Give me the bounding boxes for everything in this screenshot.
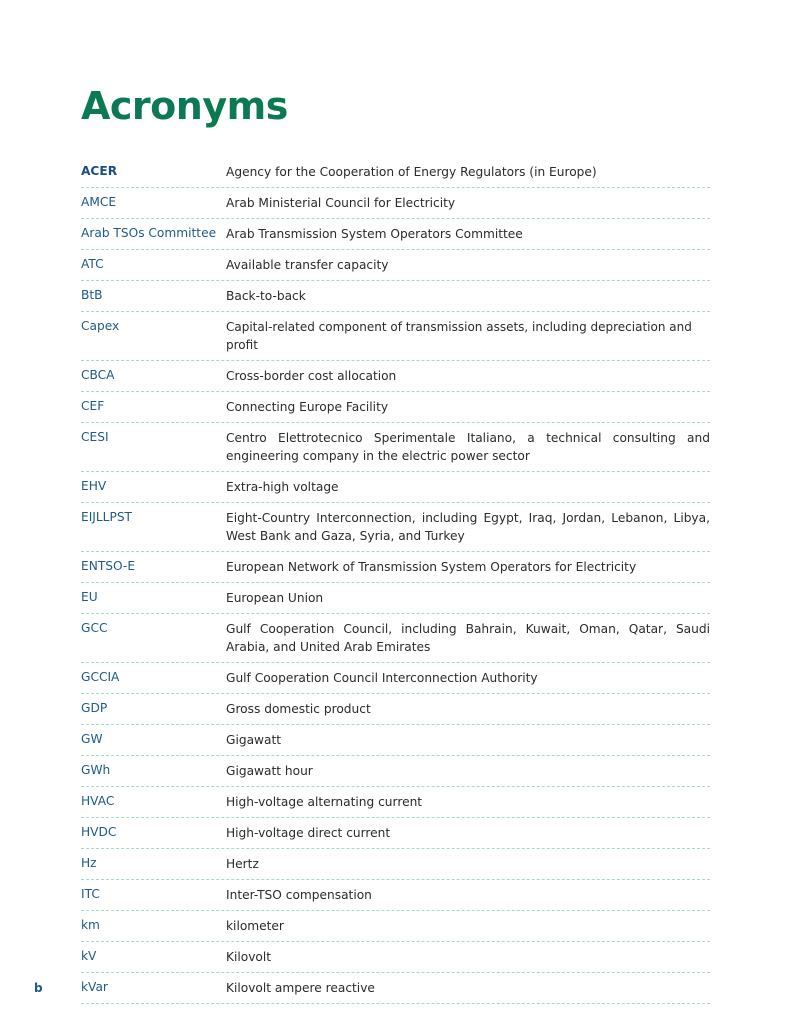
acronym-term: km bbox=[81, 918, 100, 932]
acronym-term: ITC bbox=[81, 887, 100, 901]
acronym-term: ENTSO-E bbox=[81, 559, 136, 573]
acronym-row bbox=[81, 756, 710, 787]
acronym-definition: Gross domestic product bbox=[226, 702, 371, 716]
acronym-definition: Arab Ministerial Council for Electricity bbox=[226, 196, 456, 210]
acronym-term: CBCA bbox=[81, 368, 115, 382]
acronym-row bbox=[81, 157, 710, 188]
acronym-row bbox=[81, 614, 710, 663]
acronym-definition: Connecting Europe Facility bbox=[226, 400, 389, 414]
acronym-row bbox=[81, 250, 710, 281]
acronym-term: AMCE bbox=[81, 195, 117, 209]
acronym-row bbox=[81, 361, 710, 392]
acronym-term: HVAC bbox=[81, 794, 115, 808]
acronym-term: Hz bbox=[81, 856, 97, 870]
acronym-definition: High-voltage direct current bbox=[226, 826, 391, 840]
page-title: Acronyms bbox=[81, 84, 288, 128]
acronym-definition: Capital-related component of transmission assets, including depreciation and profit bbox=[226, 320, 692, 352]
acronym-term: HVDC bbox=[81, 825, 117, 839]
acronym-term: kV bbox=[81, 949, 97, 963]
acronym-row bbox=[81, 911, 710, 942]
acronym-row bbox=[81, 472, 710, 503]
acronym-term: CESI bbox=[81, 430, 109, 444]
acronym-row bbox=[81, 552, 710, 583]
acronym-definition: Eight-Country Interconnection, including Egypt, Iraq, Jordan, Lebanon, Libya, West Bank and Gaza, Syria, and Turkey bbox=[226, 511, 710, 543]
acronym-definition: Cross-border cost allocation bbox=[226, 369, 397, 383]
acronym-definition: Back-to-back bbox=[226, 289, 306, 303]
acronym-definition: European Union bbox=[226, 591, 324, 605]
page-number: b bbox=[34, 981, 43, 995]
acronym-definition: Gigawatt bbox=[226, 733, 282, 747]
acronym-term: Arab TSOs Committee bbox=[81, 226, 217, 240]
acronym-definition: Hertz bbox=[226, 857, 259, 871]
acronym-term: EHV bbox=[81, 479, 107, 493]
acronym-row bbox=[81, 725, 710, 756]
acronym-term: CEF bbox=[81, 399, 105, 413]
acronym-definition: European Network of Transmission System Operators for Electricity bbox=[226, 560, 637, 574]
acronym-definition: Inter-TSO compensation bbox=[226, 888, 372, 902]
acronym-row bbox=[81, 973, 710, 1004]
acronym-term: BtB bbox=[81, 288, 103, 302]
acronym-definition: Kilovolt ampere reactive bbox=[226, 981, 375, 995]
acronym-row bbox=[81, 423, 710, 472]
acronym-definition: kilometer bbox=[226, 919, 284, 933]
acronym-row bbox=[81, 849, 710, 880]
acronym-row bbox=[81, 694, 710, 725]
acronym-definition: Arab Transmission System Operators Committee bbox=[226, 227, 523, 241]
acronym-term: GCCIA bbox=[81, 670, 120, 684]
acronym-row bbox=[81, 583, 710, 614]
acronym-definition: Centro Elettrotecnico Sperimentale Italiano, a technical consulting and engineering company in the electric power sector bbox=[226, 431, 710, 463]
acronym-definition: Gigawatt hour bbox=[226, 764, 313, 778]
acronym-term: ACER bbox=[81, 164, 118, 178]
acronym-row bbox=[81, 188, 710, 219]
acronym-row bbox=[81, 281, 710, 312]
acronym-definition: Gulf Cooperation Council, including Bahrain, Kuwait, Oman, Qatar, Saudi Arabia, and United Arab Emirates bbox=[226, 622, 710, 654]
acronym-term: kVar bbox=[81, 980, 108, 994]
acronym-definition: Available transfer capacity bbox=[226, 258, 389, 272]
acronym-definition: Kilovolt bbox=[226, 950, 272, 964]
acronym-row bbox=[81, 818, 710, 849]
acronym-list bbox=[81, 157, 710, 1004]
acronym-definition: Agency for the Cooperation of Energy Regulators (in Europe) bbox=[226, 165, 597, 179]
acronym-term: GWh bbox=[81, 763, 111, 777]
acronym-term: GW bbox=[81, 732, 103, 746]
acronym-definition: High-voltage alternating current bbox=[226, 795, 423, 809]
acronym-definition: Gulf Cooperation Council Interconnection Authority bbox=[226, 671, 538, 685]
acronym-row bbox=[81, 942, 710, 973]
acronym-term: EIJLLPST bbox=[81, 510, 132, 524]
acronym-term: Capex bbox=[81, 319, 120, 333]
acronym-term: GDP bbox=[81, 701, 108, 715]
acronym-row bbox=[81, 503, 710, 552]
acronym-row bbox=[81, 880, 710, 911]
acronym-term: GCC bbox=[81, 621, 108, 635]
acronym-row bbox=[81, 663, 710, 694]
acronym-row bbox=[81, 392, 710, 423]
acronym-term: EU bbox=[81, 590, 98, 604]
acronym-row bbox=[81, 787, 710, 818]
acronym-definition: Extra-high voltage bbox=[226, 480, 339, 494]
acronym-term: ATC bbox=[81, 257, 104, 271]
acronym-row bbox=[81, 312, 710, 361]
acronym-row bbox=[81, 219, 710, 250]
